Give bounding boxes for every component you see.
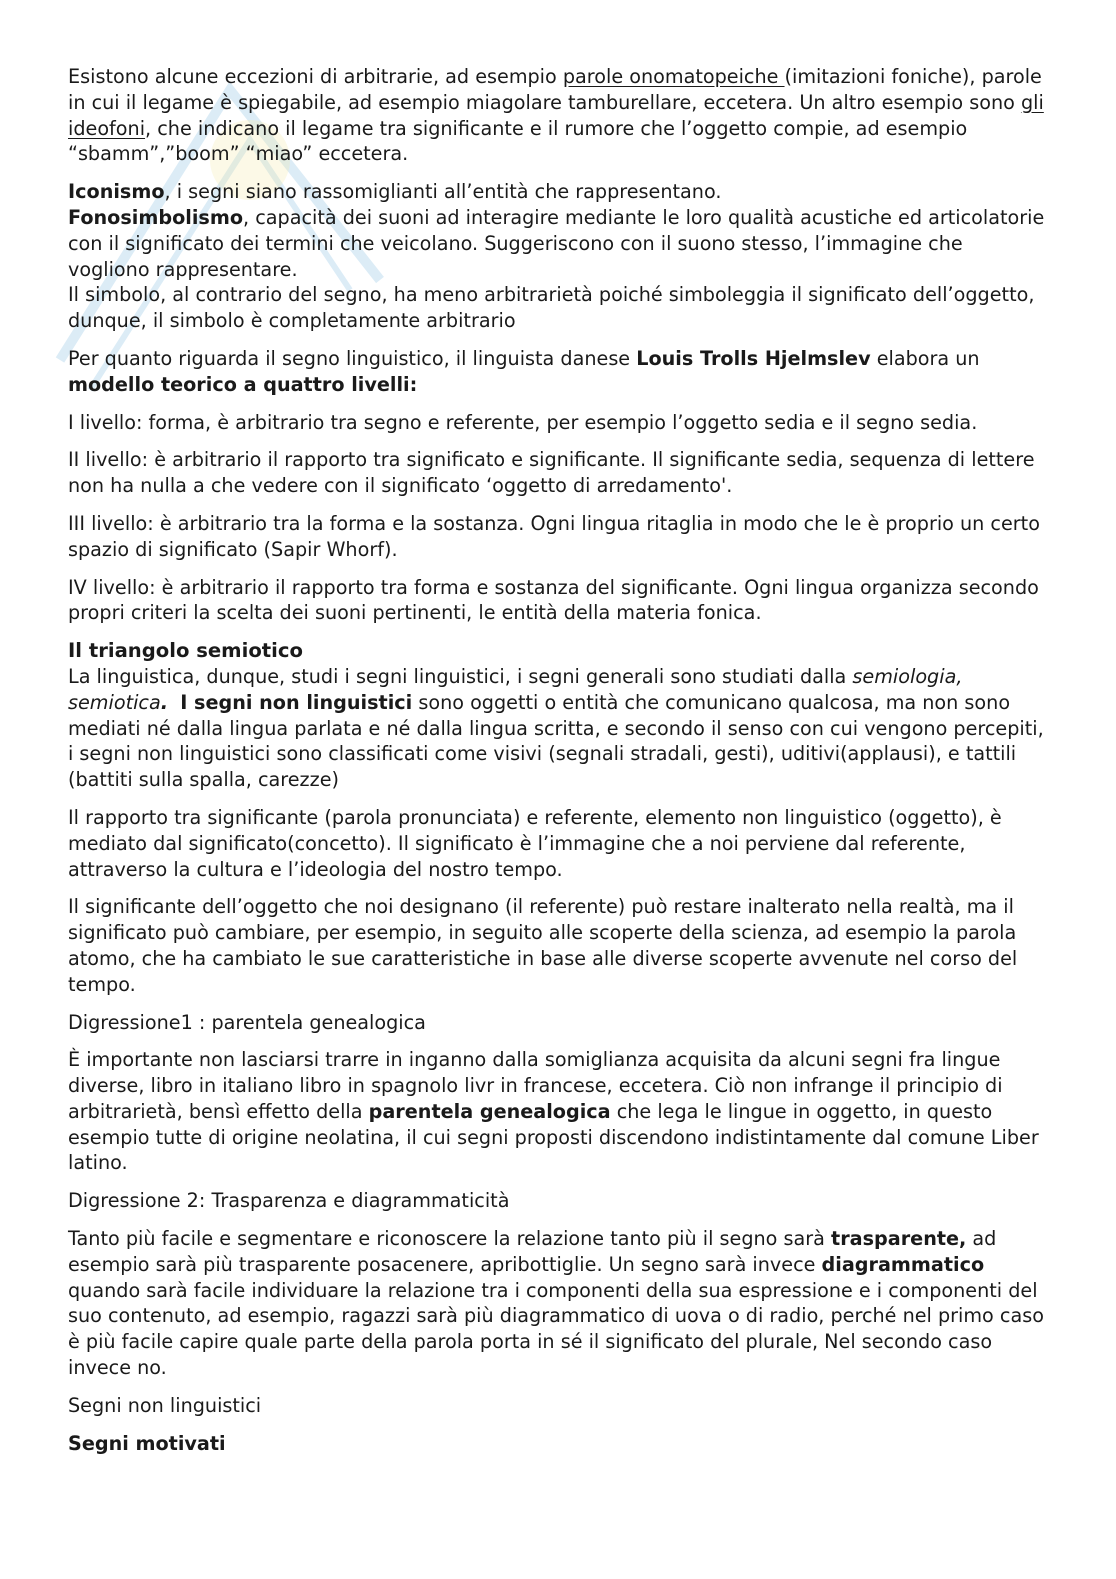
paragraph-segni-non-linguistici: Segni non linguistici bbox=[68, 1393, 262, 1417]
level-3: III livello: è arbitrario tra la forma e la sostanza. Ogni lingua ritaglia in modo che le è proprio un certo spazio di significato (Sapir Whorf). bbox=[68, 511, 1040, 561]
term-parentela: parentela genealogica bbox=[368, 1099, 611, 1123]
paragraph-digression-2: Tanto più facile e segmentare e riconoscere la relazione tanto più il segno sarà trasparente, ad esempio sarà più trasparente posacenere, apribottiglie. Un segno sarà invece diagrammatico quando sarà facile individuare la relazione tra i componenti della sua espressione e i componenti del suo contenuto, ad esempio, ragazzi sarà più diagrammatico di uova o di radio, perché nel primo caso è più facile capire quale parte della parola porta in sé il significato del plurale, Nel secondo caso invece no. bbox=[68, 1227, 1044, 1380]
term-diagrammatico: diagrammatico bbox=[821, 1252, 985, 1276]
heading-segni-motivati: Segni motivati bbox=[68, 1431, 226, 1455]
digression-2-title: Digressione 2: Trasparenza e diagrammaticità bbox=[68, 1189, 510, 1213]
term-segni-non-linguistici: I segni non linguistici bbox=[180, 690, 413, 714]
document-page bbox=[68, 64, 1048, 1468]
level-2: II livello: è arbitrario il rapporto tra significato e significante. Il significante sedia, sequenza di lettere non ha nulla a che vedere con il significato ‘oggetto di arredamento'. bbox=[68, 448, 1035, 498]
digression-1-title: Digressione1 : parentela genealogica bbox=[68, 1010, 426, 1034]
term-iconismo: Iconismo bbox=[68, 180, 165, 204]
paragraph-simbolo: Il simbolo, al contrario del segno, ha meno arbitrarietà poiché simboleggia il significato dell’oggetto, dunque, il simbolo è completamente arbitrario bbox=[68, 283, 1035, 333]
paragraph-triangolo: La linguistica, dunque, studi i segni linguistici, i segni generali sono studiati dalla semiologia, semiotica. I segni non linguistici sono oggetti o entità che comunicano qualcosa, ma non sono mediati né dalla lingua parlata e né dalla lingua scritta, e secondo il senso con cui vengono percepiti, i segni non linguistici sono classificati come visivi (segnali stradali, gesti), uditivi(applausi), e tattili (battiti sulla spalla, carezze) bbox=[68, 664, 1044, 792]
paragraph-digression-1: È importante non lasciarsi trarre in inganno dalla somiglianza acquisita da alcuni segni fra lingue diverse, libro in italiano libro in spagnolo livr in francese, eccetera. Ciò non infrange il principio di arbitrarietà, bensì effetto della parentela genealogica che lega le lingue in oggetto, in questo esempio tutte di origine neolatina, il cui segni proposti discendono indistintamente dal comune Liber latino. bbox=[68, 1048, 1039, 1175]
paragraph-fonosimbolismo: Fonosimbolismo, capacità dei suoni ad interagire mediante le loro qualità acustiche ed articolatorie con il significato dei termini che veicolano. Suggeriscono con il suono stesso, l’immagine che vogliono rappresentare. bbox=[68, 205, 1045, 281]
underlined-onomatopeiche: parole onomatopeiche bbox=[562, 65, 785, 88]
paragraph-significante: Il significante dell’oggetto che noi designano (il referente) può restare inalterato nella realtà, ma il significato può cambiare, per esempio, in seguito alle scoperte della scienza, ad esempio la parola atomo, che ha cambiato le sue caratteristiche in base alle diverse scoperte avvenute nel corso del tempo. bbox=[68, 895, 1018, 996]
paragraph-hjelmslev: Per quanto riguarda il segno linguistico, il linguista danese Louis Trolls Hjelmslev elabora un modello teorico a quattro livelli: bbox=[68, 346, 980, 396]
level-1: I livello: forma, è arbitrario tra segno e referente, per esempio l’oggetto sedia e il segno sedia. bbox=[68, 410, 978, 434]
model-title: modello teorico a quattro livelli: bbox=[68, 372, 418, 396]
paragraph-onomatopee: Esistono alcune eccezioni di arbitrarie, ad esempio parole onomatopeiche (imitazioni foniche), parole in cui il legame è spiegabile, ad esempio miagolare tamburellare, eccetera. Un altro esempio sono gli ideofoni, che indicano il legame tra significante e il rumore che l’oggetto compie, ad esempio “sbamm”,”boom” “miao” eccetera. bbox=[68, 65, 1044, 166]
term-trasparente: trasparente, bbox=[831, 1227, 967, 1251]
paragraph-iconismo: Iconismo, i segni siano rassomiglianti all’entità che rappresentano. bbox=[68, 180, 722, 204]
level-4: IV livello: è arbitrario il rapporto tra forma e sostanza del significante. Ogni lingua organizza secondo propri criteri la scelta dei suoni pertinenti, le entità della materia fonica. bbox=[68, 575, 1039, 625]
term-fonosimbolismo: Fonosimbolismo bbox=[68, 205, 244, 229]
underlined-ideofoni: gli ideofoni bbox=[68, 90, 1044, 140]
paragraph-rapporto: Il rapporto tra significante (parola pronunciata) e referente, elemento non linguistico (oggetto), è mediato dal significato(concetto). Il significato è l’immagine che a noi perviene dal referente, attraverso la cultura e l’ideologia del nostro tempo. bbox=[68, 805, 1002, 881]
name-hjelmslev: Louis Trolls Hjelmslev bbox=[636, 346, 871, 370]
section-heading-triangolo: Il triangolo semiotico bbox=[68, 639, 303, 663]
